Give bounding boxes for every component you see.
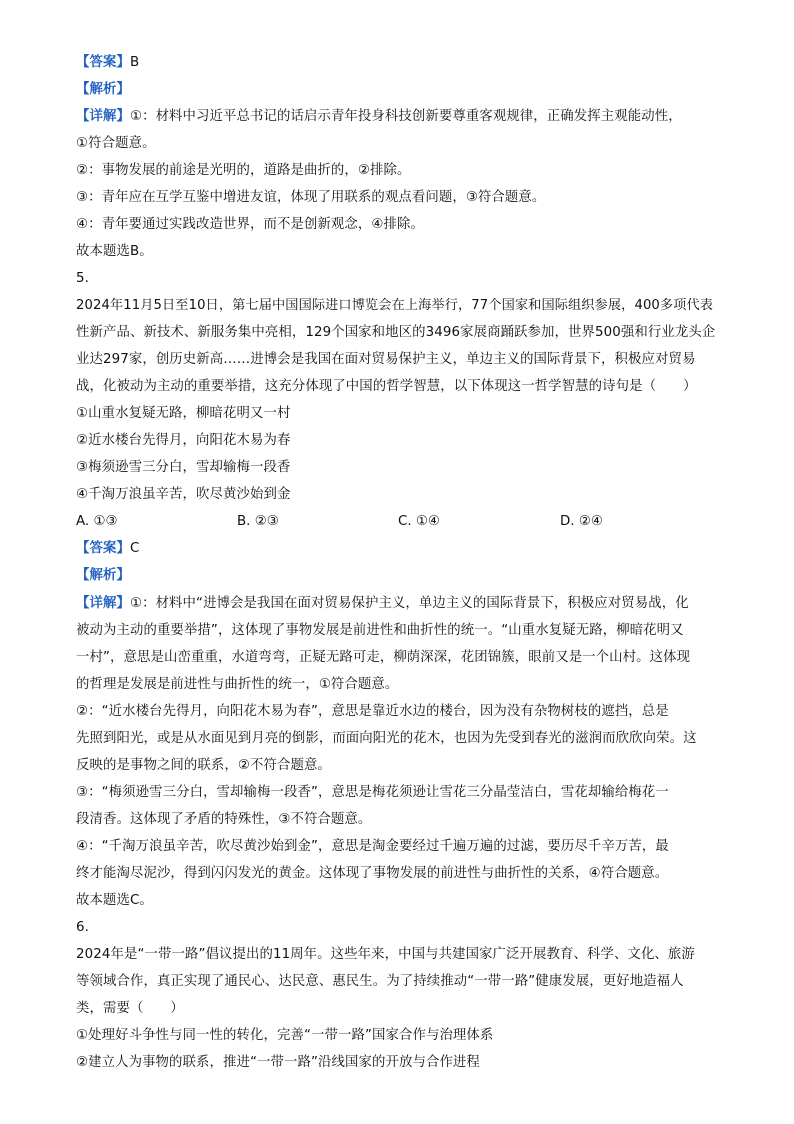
detail-text: ①：材料中“进博会是我国在面对贸易保护主义，单边主义的国际背景下，积极应对贸易战，化 [129, 596, 689, 611]
detail-tag: 【详解】 [76, 596, 130, 611]
question-stem: 2024年是“一带一路”倡议提出的11周年。这些年来，中国与共建国家广泛开展教育、科学、文化、旅游 [76, 947, 695, 962]
detail-text: ④：青年要通过实践改造世界，而不是创新观念，④排除。 [76, 217, 424, 232]
option-d: D. ②④ [560, 514, 603, 529]
option-a: A. ①③ [76, 514, 118, 529]
answer-tag: 【答案】 [76, 55, 130, 70]
answer-tag: 【答案】 [76, 541, 130, 556]
question-stem: 业达297家，创历史新高……进博会是我国在面对贸易保护主义，单边主义的国际背景下，积极应对贸易 [76, 352, 696, 367]
analysis-tag: 【解析】 [76, 568, 130, 583]
detail-text: 的哲理是发展是前进性与曲折性的统一，①符合题意。 [76, 677, 399, 692]
answer-value: B [129, 55, 140, 70]
detail-text: 终才能淘尽泥沙，得到闪闪发光的黄金。这体现了事物发展的前进性与曲折性的关系，④符合题意。 [76, 866, 669, 881]
answer-line [76, 54, 139, 72]
detail-text: ③：青年应在互学互鉴中增进友谊，体现了用联系的观点看问题，③符合题意。 [76, 190, 546, 205]
statement-item: ②建立人为事物的联系，推进“一带一路”沿线国家的开放与合作进程 [76, 1055, 480, 1070]
statement-item: ②近水楼台先得月，向阳花木易为春 [76, 433, 291, 448]
answer-value: C [129, 541, 140, 556]
statement-item: ④千淘万浪虽辛苦，吹尽黄沙始到金 [76, 487, 291, 502]
conclusion-text: 故本题选B。 [76, 244, 153, 259]
question-stem: 类，需要（ ） [76, 1001, 184, 1016]
detail-text: 反映的是事物之间的联系，②不符合题意。 [76, 758, 331, 773]
statement-item: ③梅须逊雪三分白，雪却输梅一段香 [76, 460, 291, 475]
detail-text: ③：“梅须逊雪三分白，雪却输梅一段香”，意思是梅花须逊让雪花三分晶莹洁白，雪花却输给梅花一 [76, 785, 669, 800]
detail-text: ④：“千淘万浪虽辛苦，吹尽黄沙始到金”，意思是淘金要经过千遍万遍的过滤，要历尽千辛万苦，最 [76, 839, 669, 854]
detail-text: 先照到阳光，或是从水面见到月亮的倒影，而面向阳光的花木，也因为先受到春光的滋润而欣欣向荣。这 [76, 731, 697, 746]
detail-text: ②：事物发展的前途是光明的，道路是曲折的，②排除。 [76, 163, 411, 178]
detail-tag: 【详解】 [76, 109, 130, 124]
detail-text: 段清香。这体现了矛盾的特殊性，③不符合题意。 [76, 812, 372, 827]
analysis-tag: 【解析】 [76, 82, 130, 97]
question-number: 5. [76, 271, 89, 286]
option-b: B. ②③ [237, 514, 279, 529]
analysis-line [76, 81, 130, 99]
detail-text: ①：材料中习近平总书记的话启示青年投身科技创新要尊重客观规律，正确发挥主观能动性， [129, 109, 682, 124]
question-stem: 性新产品、新技术、新服务集中亮相，129个国家和地区的3496家展商踊跃参加，世界500强和行业龙头企 [76, 325, 716, 340]
statement-item: ①山重水复疑无路，柳暗花明又一村 [76, 406, 291, 421]
question-stem: 等领域合作，真正实现了通民心、达民意、惠民生。为了持续推动“一带一路”健康发展，更好地造福人 [76, 974, 684, 989]
detail-text: 一村”，意思是山峦重重，水道弯弯，正疑无路可走，柳荫深深，花团锦簇，眼前又是一个山村。这体现 [76, 650, 691, 665]
detail-line [76, 108, 682, 126]
question-stem: 2024年11月5日至10日，第七届中国国际进口博览会在上海举行，77个国家和国际组织参展，400多项代表 [76, 298, 714, 313]
detail-text: ①符合题意。 [76, 136, 156, 151]
detail-text: ②：“近水楼台先得月，向阳花木易为春”，意思是靠近水边的楼台，因为没有杂物树枝的遮挡，总是 [76, 704, 669, 719]
question-stem: 战，化被动为主动的重要举措，这充分体现了中国的哲学智慧，以下体现这一哲学智慧的诗句是（ ） [76, 379, 697, 394]
question-number: 6. [76, 920, 89, 935]
analysis-line [76, 567, 130, 585]
conclusion-text: 故本题选C。 [76, 893, 153, 908]
option-c: C. ①④ [398, 514, 440, 529]
statement-item: ①处理好斗争性与同一性的转化，完善“一带一路”国家合作与治理体系 [76, 1028, 494, 1043]
detail-line [76, 595, 689, 613]
detail-text: 被动为主动的重要举措”，这体现了事物发展是前进性和曲折性的统一。“山重水复疑无路，柳暗花明又 [76, 623, 684, 638]
answer-line [76, 540, 139, 558]
